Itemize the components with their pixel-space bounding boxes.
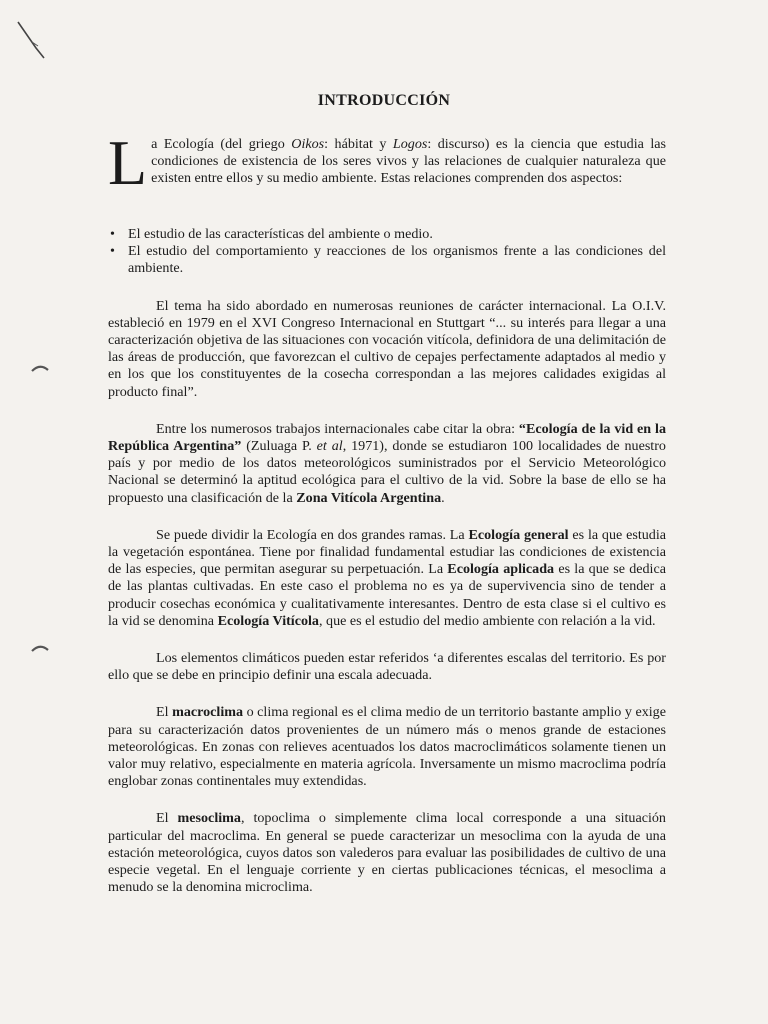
- mesoclimate-paragraph: El mesoclima, topoclima o simplemente clima local corresponde a una situación particular del macroclima. En general se puede caracterizar un mesoclima con la ayuda de una estación meteorológica, cuyos datos son valederos para evaluar las posibilidades de cultivo de una especie vegetal. En el lenguaje corriente y en ciertas publicaciones técnicas, el mesoclima a menudo se la denomina microclima.: [108, 810, 666, 896]
- punch-hole-shadow-top: [30, 362, 50, 374]
- intro-paragraph: La Ecología (del griego Oikos: hábitat y Logos: discurso) es la ciencia que estudia las condiciones de existencia de los seres vivos y las relaciones de cualquier naturaleza que existen entre ellos y su medio ambiente. Estas relaciones comprenden dos aspectos:: [108, 127, 666, 198]
- aspects-list: [108, 226, 666, 278]
- macroclimate-paragraph: El macroclima o clima regional es el clima medio de un territorio bastante amplio y exige para su caracterización datos provenientes de un número más o menos grande de estaciones meteorológicas. En zonas con relieves acentuados los datos macroclimáticos solamente tienen un valor muy relativo, especialmente en materia agrícola. Inversamente un mismo macroclima podría englobar zonas continentales muy extendidas.: [108, 704, 666, 790]
- elements-paragraph: Los elementos climáticos pueden estar referidos ‘a diferentes escalas del territorio. Es por ello que se debe en principio definir una escala adecuada.: [108, 650, 666, 684]
- drop-cap: L: [108, 127, 148, 198]
- list-item: • El estudio de las características del ambiente o medio.: [110, 226, 433, 242]
- punch-hole-shadow-bottom: [30, 642, 50, 654]
- oiv-paragraph: El tema ha sido abordado en numerosas reuniones de carácter internacional. La O.I.V. estableció en 1979 en el XVI Congreso Internacional en Stuttgart “... su interés para llegar a una caracterización objetiva de las situaciones con vocación vitícola, definidora de una delimitación de las áreas de producción, que favorezcan el cultivo de cepajes perfectamente adaptados al medio y en los que los constituyentes de la cosecha correspondan a las mejores calidades exigidas al producto final”.: [108, 297, 666, 400]
- document-body: [108, 127, 667, 917]
- pencil-mark: [14, 18, 50, 62]
- bullet-icon: •: [110, 243, 115, 260]
- page-title: INTRODUCCIÓN: [317, 92, 451, 109]
- works-paragraph: Entre los numerosos trabajos internacionales cabe citar la obra: “Ecología de la vid en la República Argentina” (Zuluaga P. et al, 1971), donde se estudiaron 100 localidades de nuestro país y por medio de los datos meteorológicos suministrados por el Servicio Meteorológico Nacional se determinó la aptitud ecológica para el cultivo de la vid. Sobre la base de ello se ha propuesto una clasificación de la Zona Vitícola Argentina.: [108, 420, 666, 506]
- bullet-icon: •: [110, 226, 115, 242]
- list-item: • El estudio del comportamiento y reacciones de los organismos frente a las condiciones del ambiente.: [110, 243, 666, 277]
- branches-paragraph: Se puede dividir la Ecología en dos grandes ramas. La Ecología general es la que estudia la vegetación espontánea. Tiene por finalidad fundamental estudiar las condiciones de existencia de las especies, que permitan asegurar su perpetuación. La Ecología aplicada es la que se dedica de las plantas cultivadas. En este caso el problema no es ya de supervivencia sino de tender a producir cosechas económica y cualitativamente interesantes. Dentro de esta clase si el cultivo es la vid se denomina Ecología Vitícola, que es el estudio del medio ambiente con relación a la vid.: [108, 526, 667, 629]
